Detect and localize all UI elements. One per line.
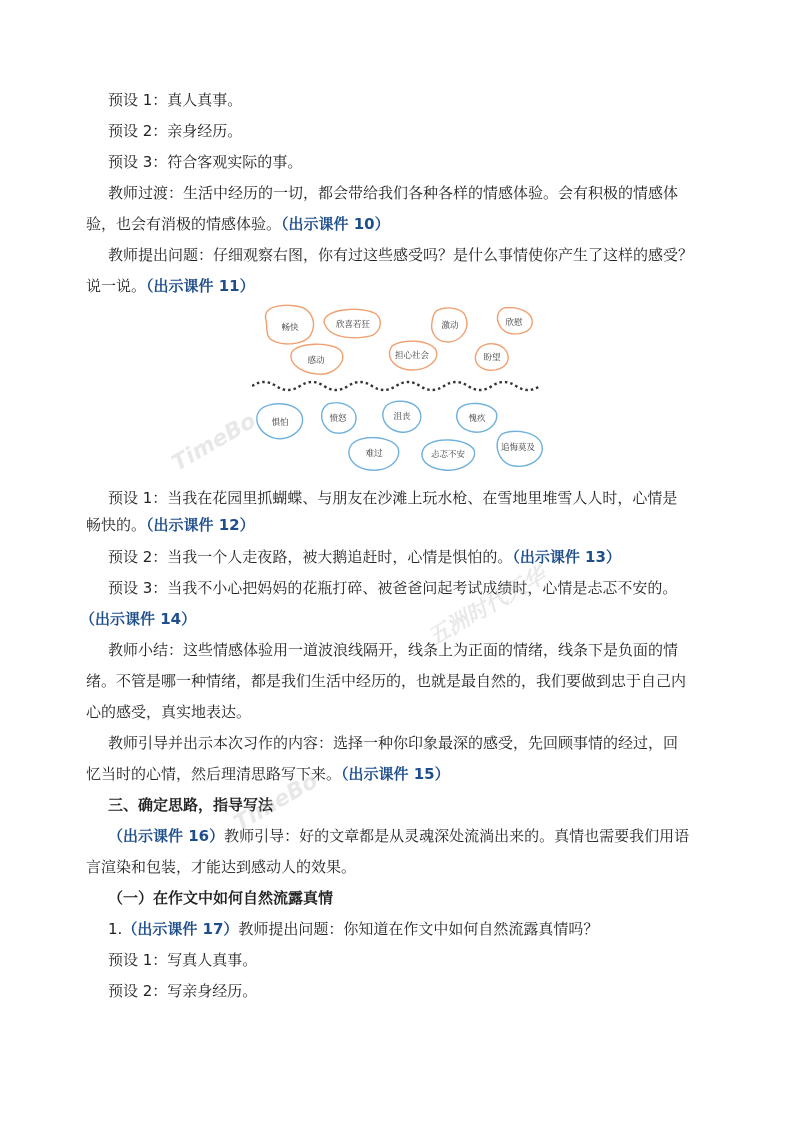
courseware-cue: （出示课件 12）	[146, 516, 255, 534]
line-text: 预设 1：写真人真事。	[108, 951, 258, 969]
emotion-bubble	[497, 431, 542, 466]
preset-line	[108, 90, 748, 110]
paragraph-line	[86, 857, 726, 877]
emotion-label: 欣慰	[505, 318, 523, 328]
emotion-bubble	[457, 403, 497, 432]
emotion-label: 畅快	[281, 323, 299, 333]
courseware-cue: （出示课件 13）	[512, 548, 621, 566]
preset-line	[108, 121, 748, 141]
emotion-bubble	[324, 309, 380, 337]
courseware-cue: （出示课件 14）	[80, 610, 197, 628]
emotion-bubble	[322, 403, 356, 433]
emotion-bubble	[389, 341, 436, 370]
line-text: 预设 2：写亲身经历。	[108, 982, 258, 1000]
preset-line	[108, 950, 748, 970]
emotion-label: 愧疚	[468, 414, 486, 424]
courseware-cue: （出示课件 16）	[108, 827, 225, 845]
line-text: （一）在作文中如何自然流露真情	[108, 889, 334, 907]
line-text: 预设 2：当我一个人走夜路，被大鹅追赶时，心情是惧怕的。	[108, 548, 513, 566]
paragraph-line	[86, 214, 726, 234]
emotion-label: 难过	[365, 449, 383, 459]
emotion-label: 盼望	[483, 353, 501, 363]
watermark: TimeBo	[167, 408, 261, 477]
line-text: 验，也会有消极的情感体验。	[86, 215, 282, 233]
preset-line	[108, 547, 748, 567]
section-heading	[108, 795, 748, 815]
courseware-cue: （出示课件 10）	[281, 215, 390, 233]
emotion-label: 追悔莫及	[500, 443, 536, 453]
emotion-bubble	[475, 344, 508, 371]
emotion-bubble	[257, 404, 303, 439]
line-text: 预设 3：符合客观实际的事。	[108, 153, 303, 171]
watermark: TimeBo	[229, 768, 323, 837]
emotion-bubble	[432, 308, 467, 342]
line-text: 言渲染和包装，才能达到感动人的效果。	[86, 858, 357, 876]
line-text: 预设 1：真人真事。	[108, 91, 243, 109]
line-text: 预设 2：亲身经历。	[108, 122, 243, 140]
line-text: 教师过渡：生活中经历的一切，都会带给我们各种各样的情感体验。会有积极的情感体	[108, 184, 679, 202]
paragraph-line	[86, 276, 726, 296]
line-text: 畅快的。	[86, 516, 147, 534]
watermark: 五洲时代天华	[423, 563, 551, 652]
paragraph-line	[108, 919, 748, 939]
line-text: 教师小结：这些情感体验用一道波浪线隔开，线条上为正面的情绪，线条下是负面的情	[108, 641, 679, 659]
paragraph-line	[86, 671, 726, 691]
courseware-cue: （出示课件 17）	[122, 920, 239, 938]
emotion-figure	[252, 302, 548, 476]
line-text: 教师提出问题：仔细观察右图，你有过这些感受吗？是什么事情使你产生了这样的感受？	[108, 246, 694, 264]
courseware-cue: （出示课件 15）	[341, 765, 450, 783]
emotion-label: 感动	[307, 356, 325, 366]
line-text: 教师引导并出示本次习作的内容：选择一种你印象最深的感受，先回顾事情的经过，回	[108, 734, 679, 752]
preset-line	[108, 488, 748, 508]
line-text: 预设 1：当我在花园里抓蝴蝶、与朋友在沙滩上玩水枪、在雪地里堆雪人人时，心情是	[108, 489, 678, 507]
emotion-bubble	[383, 401, 421, 432]
preset-line	[108, 578, 748, 598]
line-text: 心的感受，真实地表达。	[86, 703, 252, 721]
emotion-bubble	[349, 438, 399, 471]
paragraph-line	[108, 733, 748, 753]
line-text: 教师引导：好的文章都是从灵魂深处流淌出来的。真情也需要我们用语	[224, 827, 690, 845]
paragraph-line	[86, 764, 726, 784]
line-text: 预设 3：当我不小心把妈妈的花瓶打碎、被爸爸问起考试成绩时，心情是忐忑不安的。	[108, 579, 678, 597]
line-prefix: 1.	[108, 920, 123, 938]
preset-line	[86, 515, 726, 535]
paragraph-line	[80, 609, 720, 629]
courseware-cue: （出示课件 11）	[146, 277, 255, 295]
paragraph-line	[108, 183, 748, 203]
line-text: 忆当时的心情，然后理清思路写下来。	[86, 765, 342, 783]
emotion-label: 愤怒	[329, 414, 347, 424]
emotion-label: 忐忑不安	[430, 450, 466, 460]
emotion-label: 沮丧	[393, 412, 411, 422]
emotion-label: 激动	[441, 321, 459, 331]
emotion-label: 欣喜若狂	[335, 320, 371, 330]
line-text: 绪。不管是哪一种情绪，都是我们生活中经历的，也就是最自然的，我们要做到忠于自己内	[86, 672, 687, 690]
paragraph-line	[108, 245, 748, 265]
divider-wave	[252, 382, 540, 390]
emotion-bubble	[291, 344, 343, 374]
preset-line	[108, 152, 748, 172]
emotion-label: 担心社会	[394, 351, 430, 361]
line-text: 教师提出问题：你知道在作文中如何自然流露真情吗？	[238, 920, 599, 938]
emotion-bubble	[265, 305, 313, 344]
positive-emotions	[265, 305, 532, 374]
negative-emotions	[257, 401, 542, 470]
line-text: 三、确定思路，指导写法	[108, 796, 274, 814]
preset-line	[108, 981, 748, 1001]
line-text: 说一说。	[86, 277, 147, 295]
emotion-bubble	[422, 440, 475, 470]
paragraph-line	[86, 702, 726, 722]
paragraph-line	[108, 640, 748, 660]
subsection-heading	[108, 888, 748, 908]
emotion-bubble	[497, 308, 532, 334]
emotion-label: 惧怕	[271, 418, 289, 428]
paragraph-line	[108, 826, 748, 846]
